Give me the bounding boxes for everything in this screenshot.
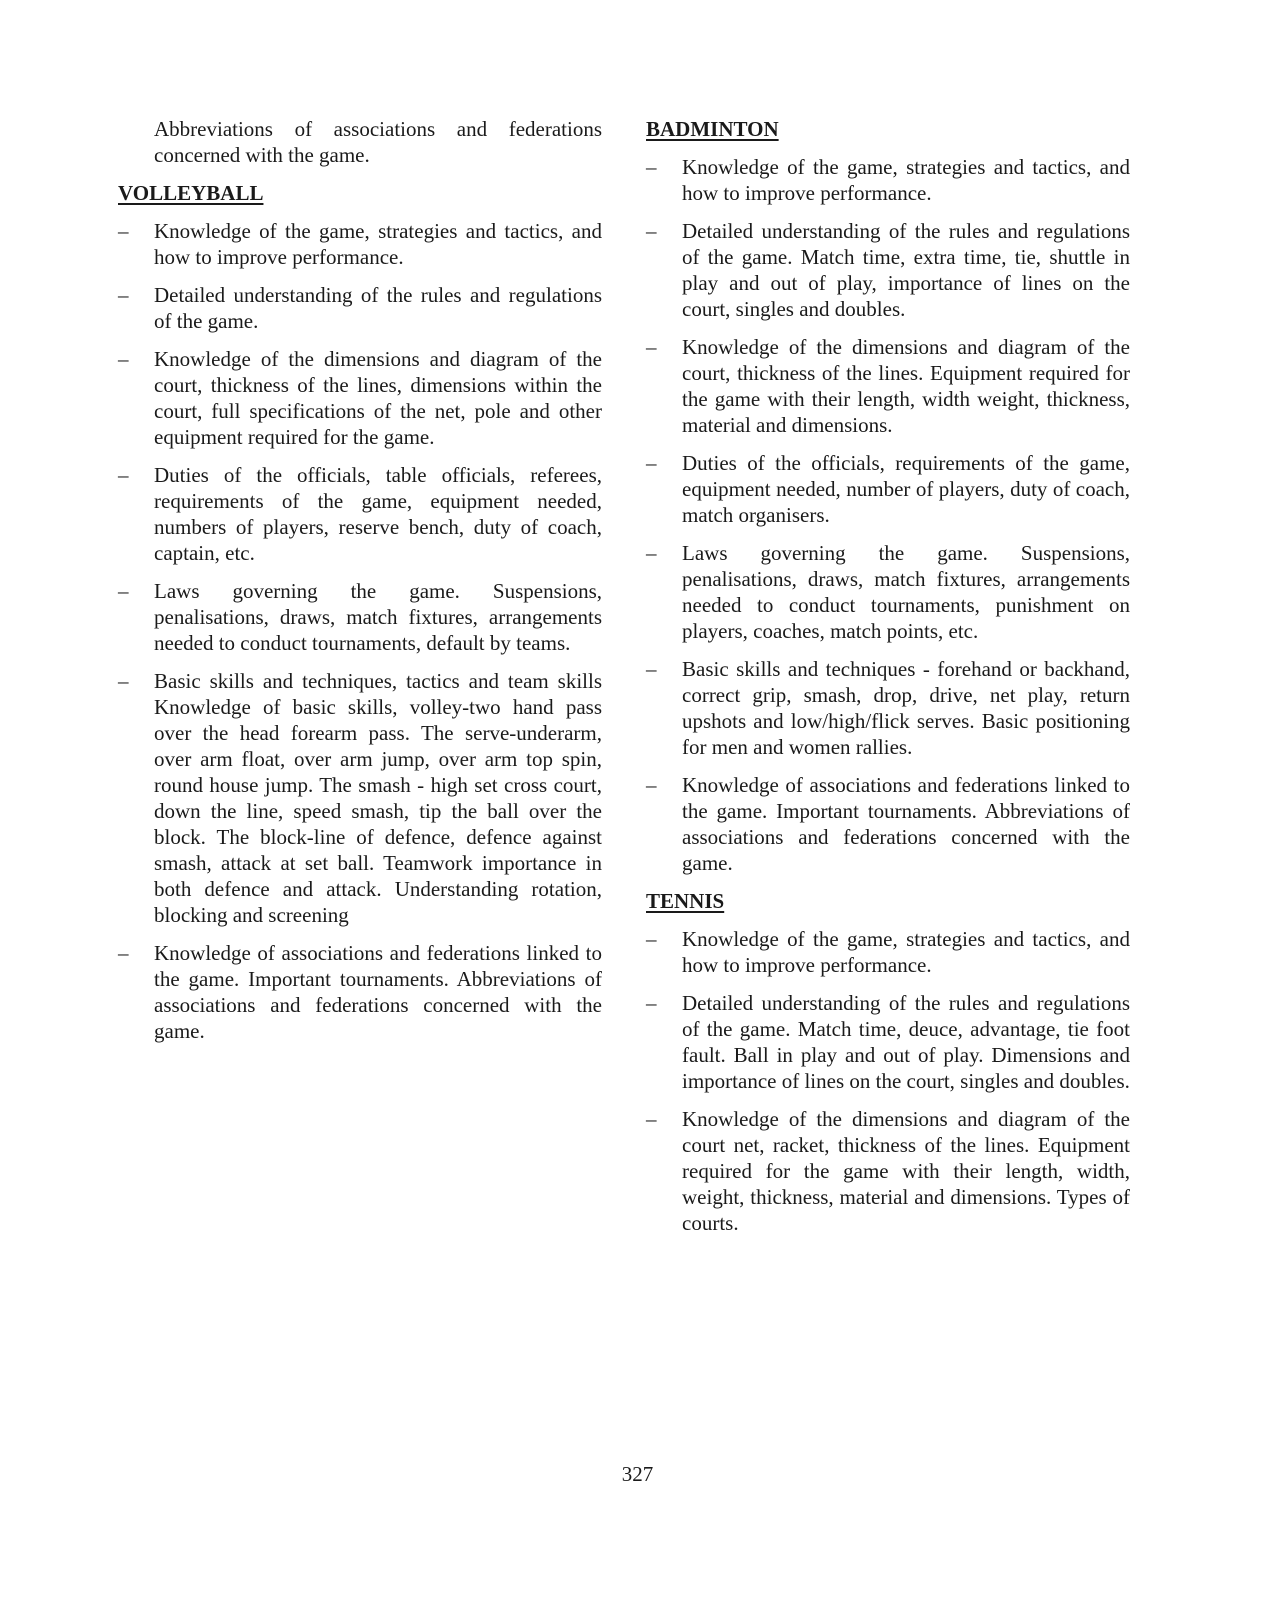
list-item-text: Knowledge of associations and federations linked to the game. Important tournaments. Abbreviations of associations and federations concerned with the game. [154,941,602,1043]
list-item-text: Knowledge of the game, strategies and tactics, and how to improve performance. [154,219,602,269]
list-item-text: Knowledge of associations and federations linked to the game. Important tournaments. Abbreviations of associations and federations concerned with the game. [682,773,1130,875]
list-item-text: Basic skills and techniques - forehand or backhand, correct grip, smash, drop, drive, net play, return upshots and low/high/flick serves. Basic positioning for men and women rallies. [682,657,1130,759]
list-item-text: Detailed understanding of the rules and regulations of the game. Match time, extra time, tie, shuttle in play and out of play, importance of lines on the court, singles and doubles. [682,219,1130,321]
bullet-dash: – [646,335,657,359]
list-item [118,940,602,1044]
list-item [646,154,1130,206]
bullet-dash: – [646,1107,657,1131]
list-item [646,656,1130,760]
list-item-text: Laws governing the game. Suspensions, penalisations, draws, match fixtures, arrangements needed to conduct tournaments, default by teams. [154,579,602,655]
list-item-text: Knowledge of the game, strategies and tactics, and how to improve performance. [682,927,1130,977]
tennis-list [646,926,1130,1236]
right-column [646,116,1130,1248]
list-item [646,450,1130,528]
list-item-text: Detailed understanding of the rules and regulations of the game. Match time, deuce, advantage, tie foot fault. Ball in play and out of play. Dimensions and importance of lines on the court, singles and doubles. [682,991,1130,1093]
bullet-dash: – [646,991,657,1015]
list-item [646,926,1130,978]
bullet-dash: – [118,463,129,487]
list-item [646,990,1130,1094]
list-item [118,668,602,928]
page-number: 327 [621,1462,654,1486]
bullet-dash: – [646,773,657,797]
bullet-dash: – [646,155,657,179]
list-item [646,218,1130,322]
list-item [646,334,1130,438]
bullet-dash: – [646,927,657,951]
list-item [646,1106,1130,1236]
badminton-list [646,154,1130,876]
list-item [118,346,602,450]
list-item-text: Basic skills and techniques, tactics and team skills Knowledge of basic skills, volley-two hand pass over the head forearm pass. The serve-underarm, over arm float, over arm jump, over arm top spin, round house jump. The smash - high set cross court, down the line, speed smash, tip the ball over the block. The block-line of defence, defence against smash, attack at set ball. Teamwork importance in both defence and attack. Understanding rotation, blocking and screening [154,669,602,927]
bullet-dash: – [118,941,129,965]
list-item [118,218,602,270]
list-item-text: Knowledge of the game, strategies and tactics, and how to improve performance. [682,155,1130,205]
list-item-text: Knowledge of the dimensions and diagram of the court, thickness of the lines. Equipment required for the game with their length, width weight, thickness, material and dimensions. [682,335,1130,437]
bullet-dash: – [118,347,129,371]
list-item-text: Detailed understanding of the rules and regulations of the game. [154,283,602,333]
volleyball-heading: VOLLEYBALL [118,181,264,205]
badminton-heading: BADMINTON [646,117,779,141]
intro-paragraph: Abbreviations of associations and federations concerned with the game. [154,117,602,167]
bullet-dash: – [646,541,657,565]
list-item-text: Knowledge of the dimensions and diagram of the court net, racket, thickness of the lines. Equipment required for the game with their length, width, weight, thickness, material and dimensions. Types of courts. [682,1107,1130,1235]
bullet-dash: – [646,451,657,475]
volleyball-list [118,218,602,1044]
list-item-text: Laws governing the game. Suspensions, penalisations, draws, match fixtures, arrangements needed to conduct tournaments, punishment on players, coaches, match points, etc. [682,541,1130,643]
list-item [646,540,1130,644]
bullet-dash: – [118,219,129,243]
left-column [118,116,602,1056]
bullet-dash: – [118,579,129,603]
bullet-dash: – [118,283,129,307]
list-item [118,282,602,334]
tennis-heading: TENNIS [646,889,725,913]
list-item [646,772,1130,876]
list-item [118,578,602,656]
list-item [118,462,602,566]
bullet-dash: – [646,657,657,681]
bullet-dash: – [646,219,657,243]
list-item-text: Knowledge of the dimensions and diagram of the court, thickness of the lines, dimensions within the court, full specifications of the net, pole and other equipment required for the game. [154,347,602,449]
list-item-text: Duties of the officials, requirements of the game, equipment needed, number of players, duty of coach, match organisers. [682,451,1130,527]
list-item-text: Duties of the officials, table officials, referees, requirements of the game, equipment needed, numbers of players, reserve bench, duty of coach, captain, etc. [154,463,602,565]
bullet-dash: – [118,669,129,693]
